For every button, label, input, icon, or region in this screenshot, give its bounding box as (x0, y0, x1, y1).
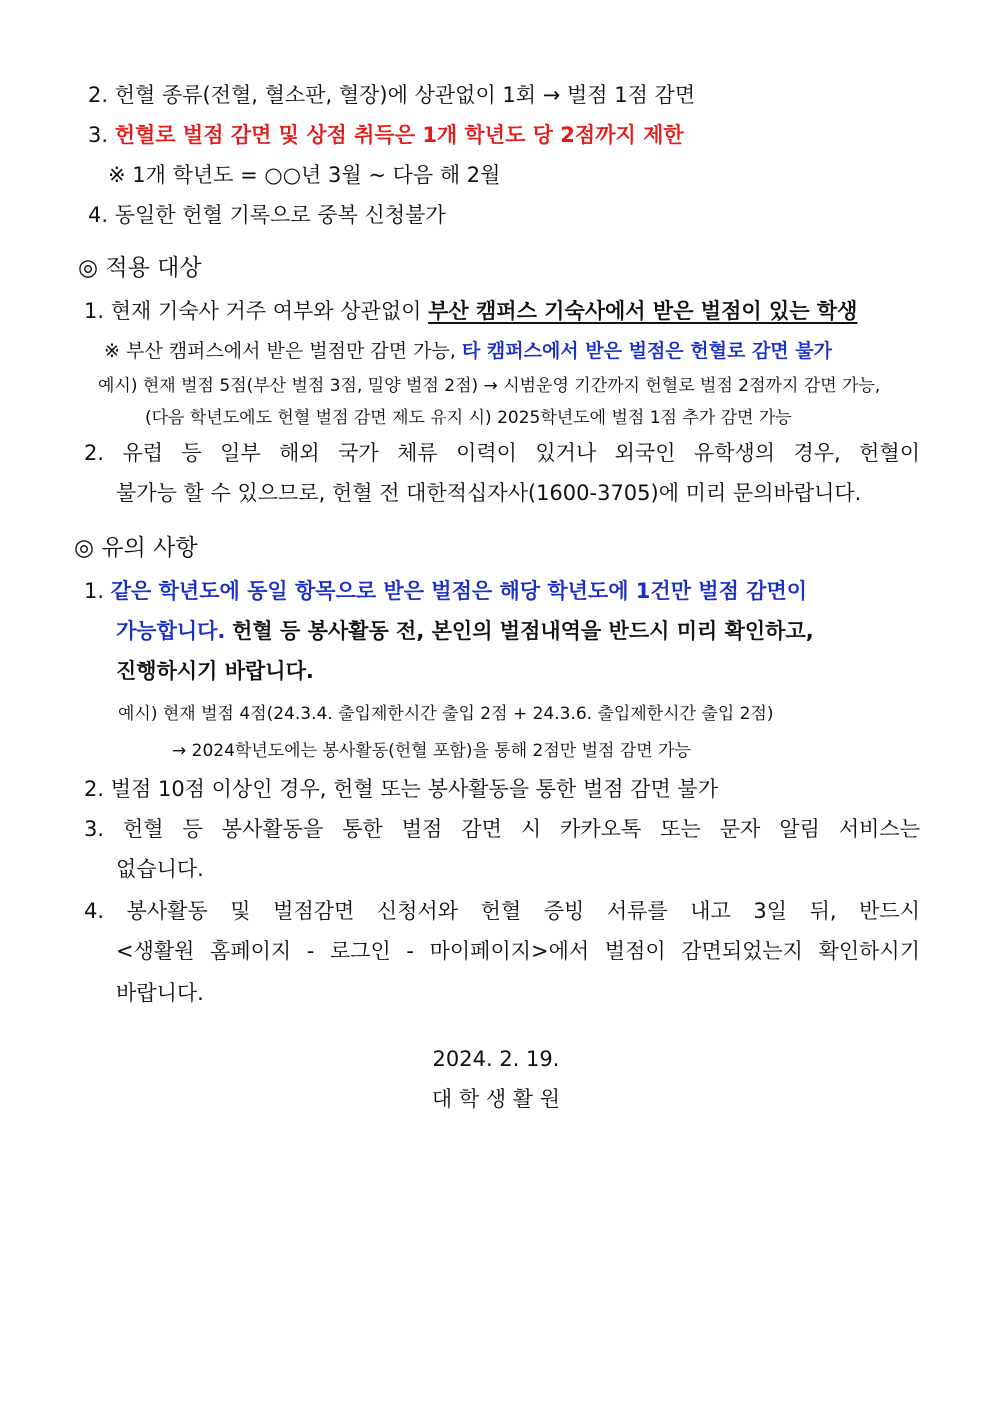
notes-item-3-line-2: 없습니다. (116, 857, 204, 881)
rule-item-3-note: ※ 1개 학년도 = ○○년 3월 ~ 다음 해 2월 (108, 163, 501, 187)
notes-item-1-line-1 (84, 576, 920, 606)
notes-item-1-number: 1. (84, 579, 105, 603)
notes-item-1-line-3: 진행하시기 바랍니다. (116, 659, 314, 683)
notice-date: 2024. 2. 19. (432, 1047, 560, 1071)
target-item-1-note (104, 336, 832, 366)
target-example-line-1: 예시) 현재 벌점 5점(부산 벌점 3점, 밀양 벌점 2점) → 시범운영 기간까지 헌혈로 벌점 2점까지 감면 가능, (98, 376, 881, 396)
notes-item-1-highlight-end: 가능합니다. (116, 619, 226, 643)
rule-item-3-highlight: 헌혈로 벌점 감면 및 상점 취득은 1개 학년도 당 2점까지 제한 (114, 123, 684, 147)
notes-example-line-1: 예시) 현재 벌점 4점(24.3.4. 출입제한시간 출입 2점 + 24.3.6. 출입제한시간 출입 2점) (118, 704, 774, 724)
rule-item-3-number: 3. (88, 123, 109, 147)
notes-item-1-line-2 (116, 616, 920, 646)
target-note-plain: ※ 부산 캠퍼스에서 받은 벌점만 감면 가능, (104, 340, 456, 362)
target-item-1 (84, 296, 857, 326)
notes-example-line-2: → 2024학년도에는 봉사활동(헌혈 포함)을 통해 2점만 벌점 감면 가능 (172, 741, 691, 761)
target-item-1-text: 1. 현재 기숙사 거주 여부와 상관없이 (84, 299, 422, 323)
rule-item-4: 4. 동일한 헌혈 기록으로 중복 신청불가 (88, 203, 446, 227)
notes-item-2: 2. 벌점 10점 이상인 경우, 헌혈 또는 봉사활동을 통한 벌점 감면 불가 (84, 777, 719, 801)
notes-item-4-line-3: 바랍니다. (116, 981, 204, 1005)
rule-item-2: 2. 헌혈 종류(전혈, 혈소판, 혈장)에 상관없이 1회 → 벌점 1점 감면 (88, 83, 696, 107)
notes-item-1-highlight: 같은 학년도에 동일 항목으로 받은 벌점은 해당 학년도에 1건만 벌점 감면이 (110, 579, 808, 603)
notes-item-4-line-1: 4. 봉사활동 및 벌점감면 신청서와 헌혈 증빙 서류를 내고 3일 뒤, 반드시 (84, 899, 920, 923)
section-heading-notes: ◎ 유의 사항 (74, 535, 198, 561)
target-item-2-line-1: 2. 유럽 등 일부 해외 국가 체류 이력이 있거나 외국인 유학생의 경우, 헌혈이 (84, 441, 920, 465)
notes-item-3-line-1: 3. 헌혈 등 봉사활동을 통한 벌점 감면 시 카카오톡 또는 문자 알림 서비스는 (84, 817, 920, 841)
target-example-line-2: (다음 학년도에도 헌혈 벌점 감면 제도 유지 시) 2025학년도에 벌점 1점 추가 감면 가능 (145, 408, 792, 428)
target-note-highlight: 타 캠퍼스에서 받은 벌점은 헌혈로 감면 불가 (461, 340, 832, 362)
target-item-1-underlined: 부산 캠퍼스 기숙사에서 받은 벌점이 있는 학생 (428, 299, 858, 323)
notes-item-4-line-2: <생활원 홈페이지 - 로그인 - 마이페이지>에서 벌점이 감면되었는지 확인하시기 (116, 939, 920, 963)
section-heading-target: ◎ 적용 대상 (78, 255, 202, 281)
rule-item-3 (88, 120, 684, 150)
issuing-organization: 대 학 생 활 원 (431, 1087, 561, 1111)
notes-item-1-bold: 헌혈 등 봉사활동 전, 본인의 벌점내역을 반드시 미리 확인하고, (232, 619, 814, 643)
target-item-2-line-2: 불가능 할 수 있으므로, 헌혈 전 대한적십자사(1600-3705)에 미리 문의바랍니다. (116, 481, 862, 505)
